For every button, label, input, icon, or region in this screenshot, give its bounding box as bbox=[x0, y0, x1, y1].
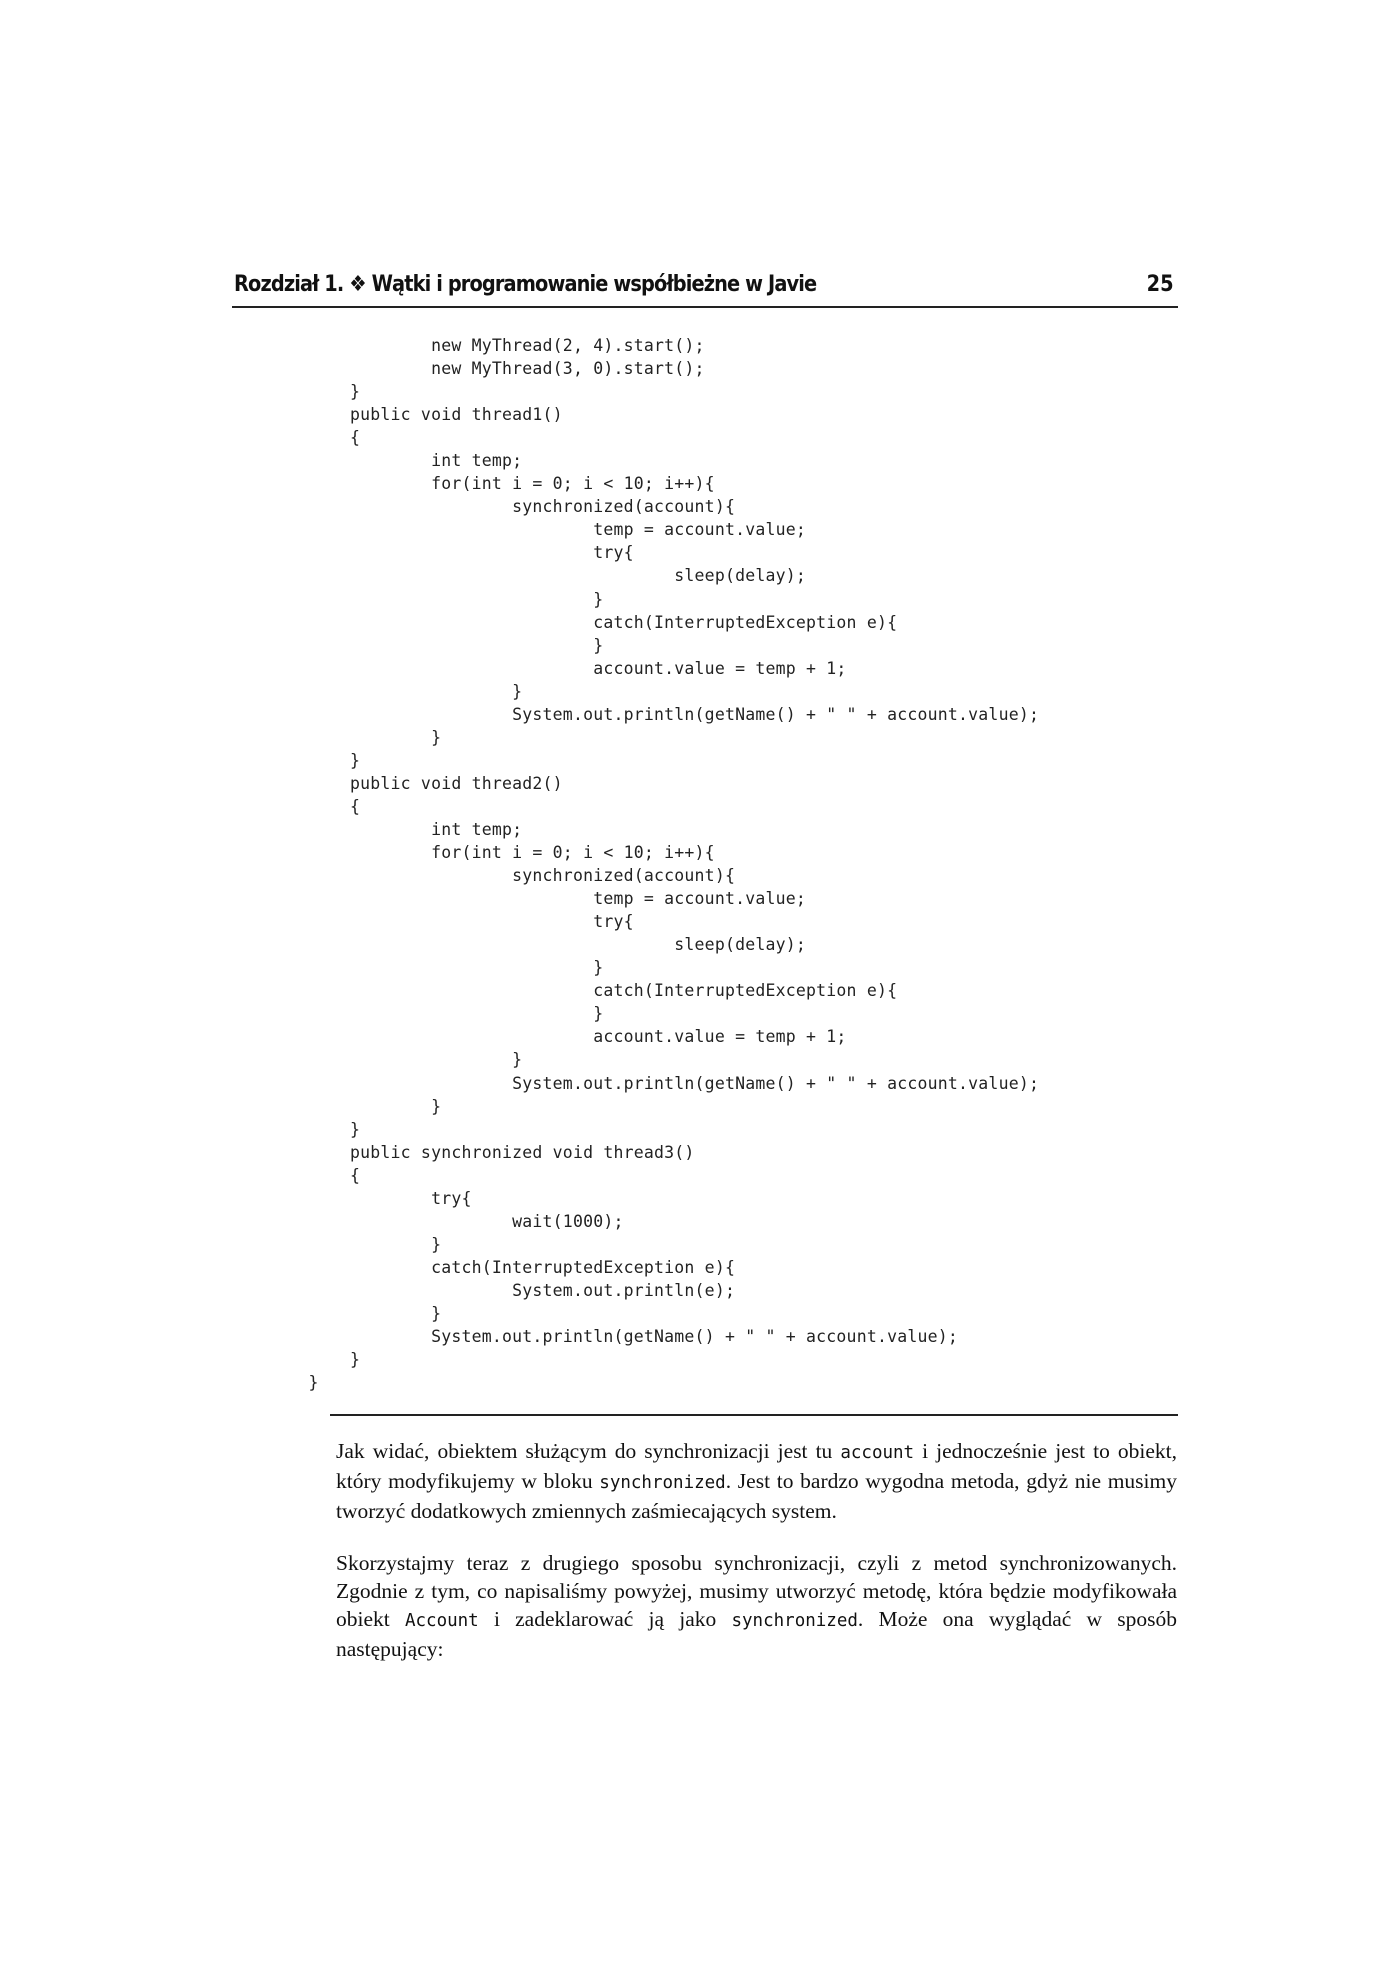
code-line: } bbox=[350, 750, 361, 770]
running-header bbox=[232, 272, 1178, 308]
inline-code: account bbox=[840, 1443, 915, 1463]
code-line: int temp; bbox=[350, 819, 523, 839]
paragraph-text: Jak widać, obiektem służącym do synchronizacji jest tu bbox=[336, 1439, 841, 1463]
code-line: temp = account.value; bbox=[350, 889, 807, 909]
code-line: for(int i = 0; i < 10; i++){ bbox=[350, 843, 715, 863]
code-line: } bbox=[350, 1303, 442, 1323]
paragraph-text: . Może ona wyglądać w sposób następujący: bbox=[336, 1607, 1178, 1661]
code-line: synchronized(account){ bbox=[350, 866, 736, 886]
code-line: catch(InterruptedException e){ bbox=[350, 1257, 736, 1277]
inline-code: Account bbox=[404, 1611, 479, 1631]
code-line: try{ bbox=[350, 912, 634, 932]
code-line: } bbox=[350, 1050, 523, 1070]
code-line: account.value = temp + 1; bbox=[350, 1027, 847, 1047]
code-line: } bbox=[350, 1004, 604, 1024]
code-line: } bbox=[350, 681, 523, 701]
code-line: } bbox=[350, 727, 442, 747]
code-line: } bbox=[350, 1119, 361, 1139]
code-line: { bbox=[350, 428, 361, 448]
chapter-title: Rozdział 1. ❖ Wątki i programowanie współbieżne w Javie bbox=[234, 272, 817, 297]
code-line: } bbox=[350, 1350, 361, 1370]
code-line: sleep(delay); bbox=[350, 935, 807, 955]
code-line: System.out.println(getName() + " " + account.value); bbox=[350, 1327, 959, 1347]
code-line: } bbox=[350, 1234, 442, 1254]
code-line: System.out.println(getName() + " " + account.value); bbox=[350, 704, 1040, 724]
code-line: catch(InterruptedException e){ bbox=[350, 612, 898, 632]
page-number: 25 bbox=[1147, 272, 1174, 297]
code-line: public void thread2() bbox=[350, 773, 563, 793]
code-line: } bbox=[350, 589, 604, 609]
code-line: public synchronized void thread3() bbox=[350, 1142, 695, 1162]
code-line: int temp; bbox=[350, 451, 523, 471]
code-line: { bbox=[350, 1165, 361, 1185]
code-line: synchronized(account){ bbox=[350, 497, 736, 517]
body-text bbox=[336, 1437, 1177, 1687]
inline-code: synchronized bbox=[599, 1473, 726, 1493]
code-line: sleep(delay); bbox=[350, 566, 807, 586]
code-line: wait(1000); bbox=[350, 1211, 624, 1231]
code-line: temp = account.value; bbox=[350, 520, 807, 540]
code-listing bbox=[268, 334, 1040, 1394]
paragraph-text: i jednocześnie jest to obiekt, który modyfikujemy w bloku bbox=[336, 1439, 1178, 1493]
code-line: new MyThread(3, 0).start(); bbox=[350, 359, 705, 379]
code-line: account.value = temp + 1; bbox=[350, 658, 847, 678]
code-line: } bbox=[350, 635, 604, 655]
code-line: try{ bbox=[350, 543, 634, 563]
paragraph-1 bbox=[336, 1437, 1177, 1525]
code-line: try{ bbox=[350, 1188, 472, 1208]
code-line: } bbox=[350, 382, 361, 402]
code-line: System.out.println(getName() + " " + account.value); bbox=[350, 1073, 1040, 1093]
code-line: catch(InterruptedException e){ bbox=[350, 981, 898, 1001]
code-line: public void thread1() bbox=[350, 405, 563, 425]
code-line: { bbox=[350, 796, 361, 816]
code-line: new MyThread(2, 4).start(); bbox=[350, 336, 705, 355]
inline-code: synchronized bbox=[731, 1611, 858, 1631]
paragraph-text: Skorzystajmy teraz z drugiego sposobu synchronizacji, czyli z metod synchronizowanych. Zgodnie z tym, co napisaliśmy powyżej, musimy utworzyć metodę, która będzie modyfikowała obiekt bbox=[336, 1551, 1177, 1631]
code-line: for(int i = 0; i < 10; i++){ bbox=[350, 474, 715, 494]
code-line: } bbox=[268, 1373, 319, 1393]
paragraph-2 bbox=[336, 1549, 1177, 1663]
paragraph-text: i zadeklarować ją jako bbox=[478, 1607, 732, 1631]
paragraph-text: . Jest to bardzo wygodna metoda, gdyż nie musimy tworzyć dodatkowych zmiennych zaśmiecających system. bbox=[336, 1469, 1177, 1523]
code-line: System.out.println(e); bbox=[350, 1280, 736, 1300]
code-bottom-rule bbox=[330, 1414, 1178, 1416]
code-line: } bbox=[350, 958, 604, 978]
code-line: } bbox=[350, 1096, 442, 1116]
